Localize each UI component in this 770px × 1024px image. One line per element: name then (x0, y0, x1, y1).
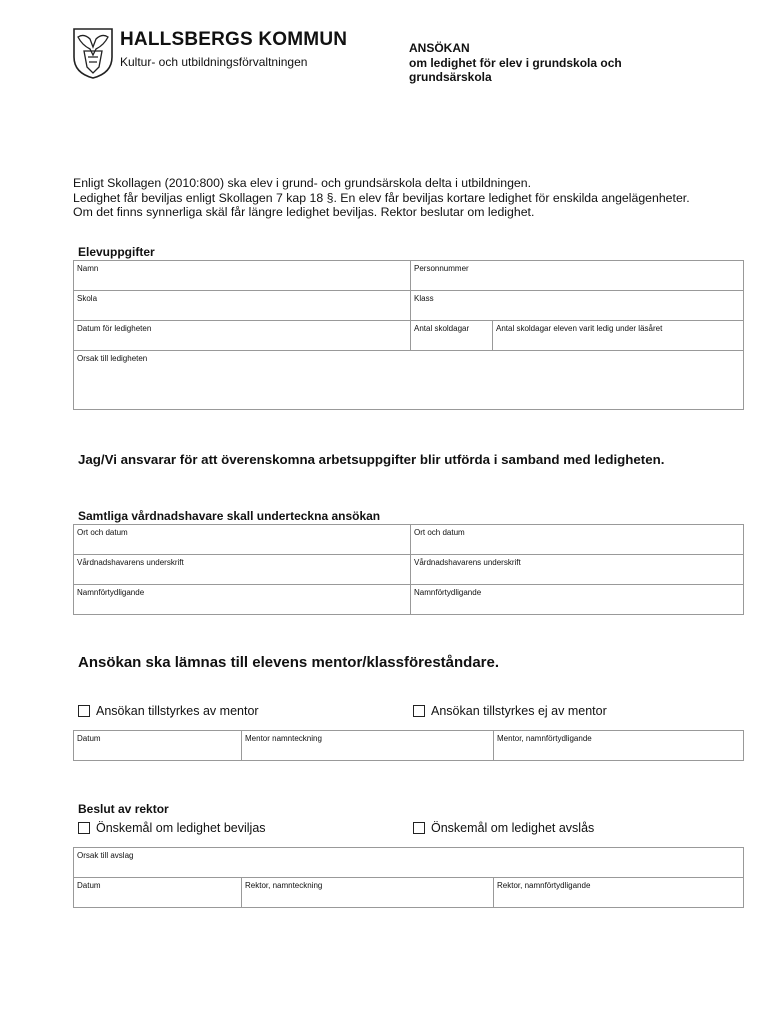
field-label: Ort och datum (414, 528, 465, 537)
checkbox-label: Önskemål om ledighet beviljas (96, 821, 266, 835)
leave-reason-field[interactable] (74, 351, 743, 409)
form-row (73, 321, 744, 351)
school-field[interactable] (74, 291, 410, 320)
checkbox-box[interactable] (413, 822, 425, 834)
checkbox-box[interactable] (413, 705, 425, 717)
guardian2-name-field[interactable] (410, 585, 743, 614)
document-title (409, 41, 669, 85)
form-row (73, 731, 744, 761)
intro-line: Enligt Skollagen (2010:800) ska elev i grund- och grundsärskola delta i utbildningen. (73, 176, 532, 190)
student-form (73, 260, 744, 410)
leave-denied-checkbox[interactable] (413, 821, 594, 835)
checkbox-label: Ansökan tillstyrkes ej av mentor (431, 704, 607, 718)
form-row (73, 585, 744, 615)
organization-name: HALLSBERGS KOMMUN (120, 29, 348, 50)
document-title-line: grundsärskola (409, 70, 492, 84)
checkbox-label: Önskemål om ledighet avslås (431, 821, 595, 835)
form-row (73, 848, 744, 878)
field-label: Orsak till avslag (77, 851, 134, 860)
form-row (73, 351, 744, 410)
field-label: Vårdnadshavarens underskrift (77, 558, 184, 567)
guardian1-place-date-field[interactable] (74, 525, 410, 554)
leave-granted-checkbox[interactable] (78, 821, 266, 835)
form-row (73, 525, 744, 555)
field-label: Antal skoldagar (414, 324, 470, 333)
submit-to-mentor-statement: Ansökan ska lämnas till elevens mentor/klassföreståndare. (78, 654, 500, 671)
field-label: Datum (77, 734, 101, 743)
field-label: Ort och datum (77, 528, 128, 537)
field-label: Rektor, namnförtydligande (497, 881, 591, 890)
organization-department: Kultur- och utbildningsförvaltningen (120, 55, 308, 69)
field-label: Rektor, namnteckning (245, 881, 323, 890)
document-title-line: om ledighet för elev i grundskola och (409, 55, 622, 70)
form-row (73, 291, 744, 321)
mentor-rejects-checkbox[interactable] (413, 704, 607, 718)
field-label: Orsak till ledigheten (77, 354, 148, 363)
class-field[interactable] (410, 291, 743, 320)
guardian2-signature-field[interactable] (410, 555, 743, 584)
intro-line: Ledighet får beviljas enligt Skollagen 7 kap 18 §. En elev får beviljas kortare ledighet för enskilda angelägenheter. (73, 190, 690, 205)
checkbox-box[interactable] (78, 705, 90, 717)
field-label: Datum för ledigheten (77, 324, 152, 333)
municipality-crest-icon (72, 27, 114, 80)
mentor-approves-checkbox[interactable] (78, 704, 259, 718)
principal-name-field[interactable] (493, 878, 743, 907)
days-this-year-field[interactable] (492, 321, 743, 350)
field-label: Namnförtydligande (77, 588, 145, 597)
checkbox-box[interactable] (78, 822, 90, 834)
leave-dates-field[interactable] (74, 321, 410, 350)
principal-decision-heading: Beslut av rektor (78, 802, 169, 816)
form-row (73, 878, 744, 908)
mentor-signature-field[interactable] (241, 731, 494, 760)
name-field[interactable] (74, 261, 410, 290)
field-label: Mentor, namnförtydligande (497, 734, 592, 743)
field-label: Antal skoldagar eleven varit ledig under läsåret (496, 324, 663, 333)
personal-number-field[interactable] (410, 261, 743, 290)
guardian2-place-date-field[interactable] (410, 525, 743, 554)
mentor-form (73, 730, 744, 761)
guardian1-name-field[interactable] (74, 585, 410, 614)
guardian1-signature-field[interactable] (74, 555, 410, 584)
document-title-line: ANSÖKAN (409, 41, 470, 55)
form-row (73, 555, 744, 585)
field-label: Skola (77, 294, 98, 303)
field-label: Mentor namnteckning (245, 734, 322, 743)
mentor-name-field[interactable] (493, 731, 743, 760)
principal-form (73, 847, 744, 908)
field-label: Vårdnadshavarens underskrift (414, 558, 521, 567)
intro-line: Om det finns synnerliga skäl får längre ledighet beviljas. Rektor beslutar om ledighet. (73, 205, 535, 219)
principal-signature-field[interactable] (241, 878, 494, 907)
intro-text (73, 176, 753, 220)
field-label: Klass (414, 294, 434, 303)
field-label: Personnummer (414, 264, 469, 273)
guardian-section-heading: Samtliga vårdnadshavare skall underteckna ansökan (78, 509, 381, 523)
field-label: Datum (77, 881, 101, 890)
school-days-field[interactable] (410, 321, 493, 350)
field-label: Namn (77, 264, 99, 273)
mentor-date-field[interactable] (74, 731, 241, 760)
form-row (73, 261, 744, 291)
field-label: Namnförtydligande (414, 588, 482, 597)
denial-reason-field[interactable] (74, 848, 743, 877)
guardian-form (73, 524, 744, 615)
principal-date-field[interactable] (74, 878, 241, 907)
responsibility-statement: Jag/Vi ansvarar för att överenskomna arbetsuppgifter blir utförda i samband med ledigheten. (78, 452, 665, 467)
student-section-heading: Elevuppgifter (78, 245, 155, 259)
checkbox-label: Ansökan tillstyrkes av mentor (96, 704, 259, 718)
